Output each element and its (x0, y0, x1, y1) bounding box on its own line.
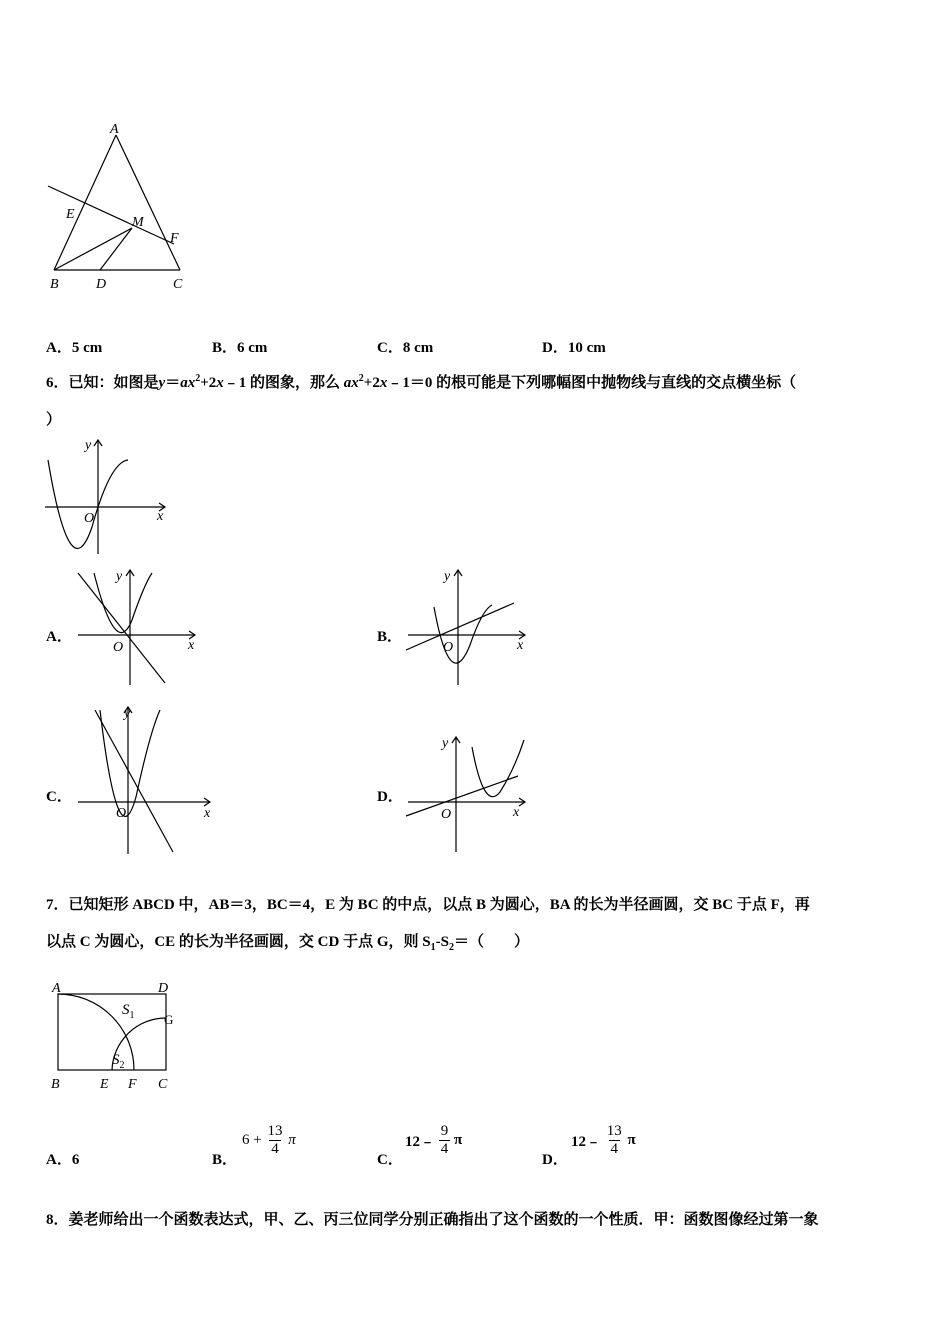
label-d: D (158, 981, 169, 996)
label-f: F (128, 1077, 137, 1092)
label-b: B (50, 277, 59, 292)
label-e: E (100, 1077, 109, 1092)
q6-option-b-graph[interactable] (400, 565, 535, 690)
axis-x-label: x (204, 806, 211, 821)
origin-label: O (443, 640, 454, 655)
triangle-figure (40, 120, 200, 300)
axis-y-label: y (444, 569, 451, 584)
q5-option-c[interactable]: C．8 cm (377, 340, 434, 356)
q6-main-graph (40, 432, 180, 557)
label-c: C (158, 1077, 168, 1092)
label-m: M (132, 215, 144, 230)
axis-y-label: y (442, 736, 449, 751)
label-a: A (52, 981, 61, 996)
q7-option-b-expression[interactable]: 6 + $\frac{13}{4}$ π (242, 1123, 296, 1157)
label-a: A (110, 122, 119, 137)
q5-option-a[interactable]: A．5 cm (46, 340, 103, 356)
q6-option-c-label[interactable]: C． (46, 789, 72, 805)
label-e: E (66, 207, 75, 222)
q6-option-a-graph[interactable] (70, 565, 205, 690)
q6-option-b-label[interactable]: B． (377, 629, 403, 645)
label-c: C (173, 277, 183, 292)
q6-option-d-graph[interactable] (400, 732, 535, 857)
q7-option-b-key[interactable]: B． (212, 1152, 238, 1168)
q6-question-line2: ） (46, 412, 62, 428)
axis-y-label: y (85, 438, 92, 453)
label-d: D (96, 277, 107, 292)
label-f: F (170, 231, 179, 246)
axis-x-label: x (157, 509, 164, 524)
label-g: G (164, 1012, 174, 1027)
axis-x-label: x (188, 638, 195, 653)
axis-y-label: y (124, 706, 131, 721)
label-b: B (51, 1077, 60, 1092)
q5-option-d[interactable]: D．10 cm (542, 340, 606, 356)
origin-label: O (116, 806, 127, 821)
q7-option-c-key[interactable]: C． (377, 1152, 403, 1168)
label-s2: $S_2$ (112, 1052, 125, 1071)
q6-option-a-label[interactable]: A． (46, 629, 72, 645)
q8-question-line1: 8．姜老师给出一个函数表达式，甲、乙、丙三位同学分别正确指出了这个函数的一个性质．甲：函数图像经过第一象 (46, 1212, 819, 1228)
q7-option-a[interactable]: A．6 (46, 1152, 80, 1168)
q7-question-line1: 7．已知矩形 ABCD 中，AB＝3，BC＝4，E 为 BC 的中点，以点 B 为圆心，BA 的长为半径画圆，交 BC 于点 F，再 (46, 897, 810, 913)
q7-option-d-key[interactable]: D． (542, 1152, 568, 1168)
origin-label: O (113, 640, 124, 655)
axis-x-label: x (513, 805, 520, 820)
q5-option-b[interactable]: B．6 cm (212, 340, 268, 356)
q6-option-d-label[interactable]: D． (377, 789, 403, 805)
origin-label: O (441, 807, 452, 822)
q6-question-line1: 6．已知：如图是$y=ax^2+2x﹣1$ 的图象，那么 $ax^2+2x﹣1=0$ 的根可能是下列哪幅图中抛物线与直线的交点横坐标（ (46, 373, 797, 391)
q6-option-c-graph[interactable] (70, 702, 220, 857)
label-s1: $S_1$ (122, 1002, 135, 1021)
rectangle-figure (40, 976, 190, 1096)
origin-label: O (84, 511, 95, 526)
q7-question-line2: 以点 C 为圆心，CE 的长为半径画圆，交 CD 于点 G，则 $S_1-S_2=$（ ） (46, 934, 529, 953)
axis-y-label: y (116, 569, 123, 584)
q7-option-d-expression[interactable]: 12﹣ $\frac{13}{4}$ π (571, 1123, 636, 1157)
axis-x-label: x (517, 638, 524, 653)
q7-option-c-expression[interactable]: 12﹣ $\frac{9}{4}$ π (405, 1123, 463, 1157)
